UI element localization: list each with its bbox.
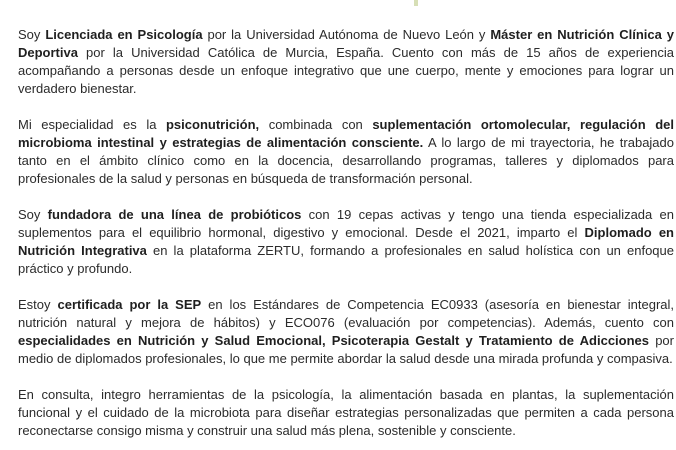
text-segment: Mi especialidad es la — [18, 117, 166, 132]
text-segment-bold: Diplomado en Nutrición Integrativa — [18, 225, 674, 258]
bio-text-block — [18, 26, 674, 440]
text-segment: A lo largo de mi trayectoria, he trabajado tanto en el ámbito clínico como en la docencia, desarrollando programas, talleres y diplomados para profesionales de la salud y personas en búsqueda de transformación personal. — [18, 135, 674, 186]
text-segment: Soy — [18, 207, 48, 222]
paragraph-specialty — [18, 116, 674, 188]
text-segment: con 19 cepas activas y tengo una tienda especializada en suplementos para el equilibrio hormonal, digestivo y emocional. Desde el 2021, imparto el — [18, 207, 674, 240]
text-segment-bold: especialidades en Nutrición y Salud Emocional, Psicoterapia Gestalt y Tratamiento de Adicciones — [18, 333, 650, 348]
text-segment: por la Universidad Católica de Murcia, España. Cuento con más de 15 años de experiencia acompañando a personas desde un enfoque integrativo que une cuerpo, mente y emociones para lograr un verdadero bienestar. — [18, 45, 674, 96]
decorative-accent-mark — [414, 0, 418, 6]
text-segment: en los Estándares de Competencia EC0933 (asesoría en bienestar integral, nutrición natural y mejora de hábitos) y ECO076 (evaluación por competencias). Además, cuento con — [18, 297, 675, 330]
text-segment: Soy — [18, 27, 46, 42]
text-segment: combinada con — [259, 117, 373, 132]
text-segment: En consulta, integro herramientas de la psicología, la alimentación basada en plantas, la suplementación funcional y el cuidado de la microbiota para diseñar estrategias personalizadas que permiten a cada persona reconectarse consigo misma y construir una salud más plena, sostenible y consciente. — [18, 387, 674, 438]
text-segment-bold: certificada por la SEP — [57, 297, 202, 312]
text-segment: por medio de diplomados profesionales, lo que me permite abordar la salud desde una mirada profunda y compasiva. — [18, 333, 674, 366]
paragraph-education — [18, 26, 674, 98]
text-segment-bold: Licenciada en Psicología — [45, 27, 203, 42]
text-segment: Estoy — [18, 297, 58, 312]
paragraph-certifications — [18, 296, 674, 368]
paragraph-founder — [18, 206, 674, 278]
text-segment: en la plataforma ZERTU, formando a profesionales en salud holística con un enfoque práctico y profundo. — [18, 243, 674, 276]
text-segment: por la Universidad Autónoma de Nuevo León y — [202, 27, 491, 42]
text-segment-bold: psiconutrición, — [165, 117, 260, 132]
text-segment-bold: suplementación ortomolecular, regulación del microbioma intestinal y estrategias de alimentación consciente. — [18, 117, 674, 150]
paragraph-consultation — [18, 386, 674, 440]
text-segment-bold: Máster en Nutrición Clínica y Deportiva — [18, 27, 674, 60]
text-segment-bold: fundadora de una línea de probióticos — [47, 207, 302, 222]
